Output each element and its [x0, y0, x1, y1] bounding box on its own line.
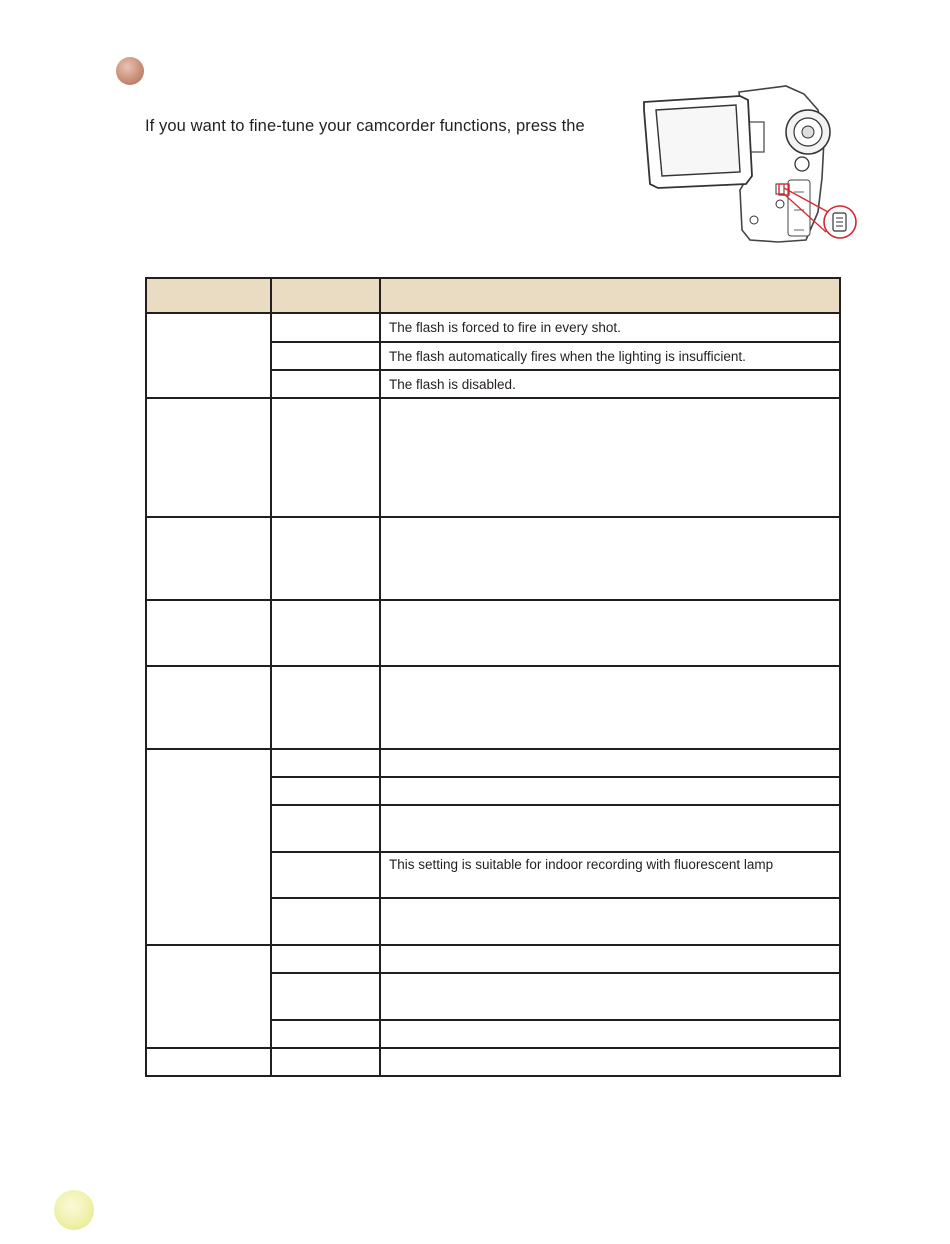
- option-cell: [271, 777, 380, 805]
- table-row: [146, 517, 840, 600]
- option-cell: [271, 973, 380, 1020]
- table-row: [146, 749, 840, 777]
- header-cell: [380, 278, 840, 313]
- option-cell: [271, 666, 380, 749]
- settings-table: [145, 277, 841, 1077]
- table-row: [146, 945, 840, 973]
- header-cell: [146, 278, 271, 313]
- item-cell: [146, 398, 271, 517]
- table-header-row: [146, 278, 840, 313]
- option-cell: [271, 898, 380, 945]
- description-cell: [380, 805, 840, 852]
- table-row: [146, 398, 840, 517]
- option-cell: [271, 1020, 380, 1048]
- camcorder-icon: [636, 80, 858, 248]
- item-cell: [146, 749, 271, 945]
- table-row: [146, 313, 840, 342]
- description-cell: [380, 1048, 840, 1076]
- option-cell: [271, 342, 380, 370]
- description-cell: [380, 945, 840, 973]
- description-cell: [380, 777, 840, 805]
- description-cell: [380, 973, 840, 1020]
- intro-text: If you want to fine-tune your camcorder functions, press the: [145, 117, 585, 135]
- option-cell: [271, 398, 380, 517]
- description-cell: The flash automatically fires when the lighting is insufficient.: [380, 342, 840, 370]
- item-cell: [146, 945, 271, 1048]
- description-cell: The flash is forced to fire in every shot.: [380, 313, 840, 342]
- option-cell: [271, 517, 380, 600]
- description-cell: [380, 1020, 840, 1048]
- option-cell: [271, 370, 380, 398]
- item-cell: [146, 600, 271, 666]
- description-cell: This setting is suitable for indoor recording with fluorescent lamp: [380, 852, 840, 898]
- item-cell: [146, 313, 271, 398]
- description-cell: [380, 398, 840, 517]
- option-cell: [271, 1048, 380, 1076]
- description-cell: [380, 666, 840, 749]
- description-cell: The flash is disabled.: [380, 370, 840, 398]
- description-cell: [380, 600, 840, 666]
- item-cell: [146, 666, 271, 749]
- option-cell: [271, 749, 380, 777]
- description-cell: [380, 749, 840, 777]
- page-number-badge: [54, 1190, 94, 1230]
- table-row: [146, 666, 840, 749]
- option-cell: [271, 852, 380, 898]
- option-cell: [271, 945, 380, 973]
- section-bullet: [116, 57, 144, 85]
- option-cell: [271, 600, 380, 666]
- item-cell: [146, 1048, 271, 1076]
- description-cell: [380, 898, 840, 945]
- item-cell: [146, 517, 271, 600]
- description-cell: [380, 517, 840, 600]
- header-cell: [271, 278, 380, 313]
- option-cell: [271, 805, 380, 852]
- table-row: [146, 600, 840, 666]
- table-row: [146, 1048, 840, 1076]
- option-cell: [271, 313, 380, 342]
